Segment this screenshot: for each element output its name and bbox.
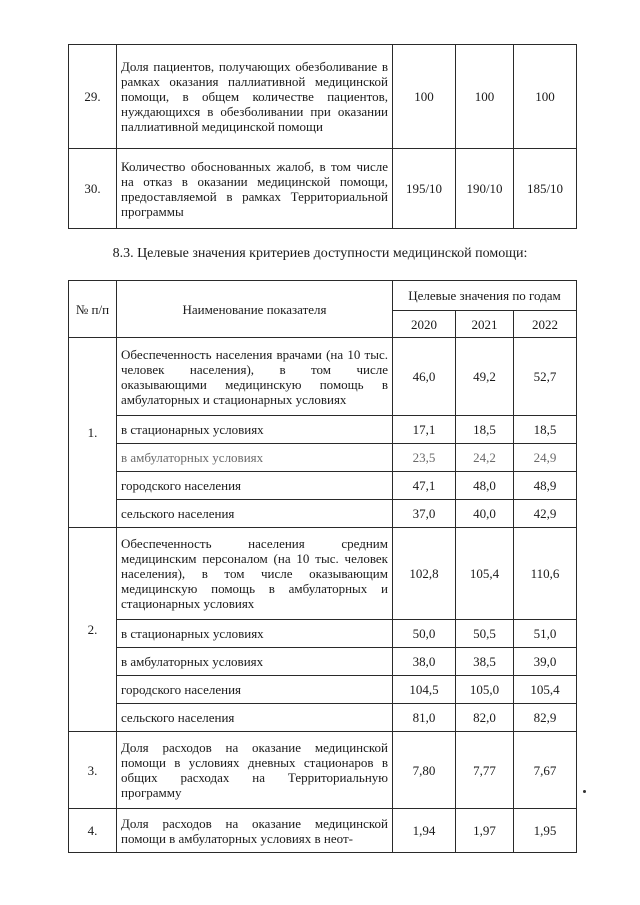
row-number: 29. bbox=[69, 45, 117, 149]
indicator-name: Обеспеченность населения врачами (на 10 тыс. человек населения), в том числе оказывающими медицинскую помощь в амбулаторных и стационарных условиях bbox=[117, 338, 393, 416]
indicator-name: в амбулаторных условиях bbox=[117, 648, 393, 676]
value-2020: 102,8 bbox=[393, 528, 456, 620]
indicator-name: Доля расходов на оказание медицинской помощи в условиях дневных стационаров в общих расходах на Территориальную программу bbox=[117, 732, 393, 809]
value-2022: 18,5 bbox=[514, 416, 577, 444]
table-row bbox=[69, 472, 577, 500]
value-2021: 24,2 bbox=[456, 444, 514, 472]
indicator-name: Доля расходов на оказание медицинской помощи в амбулаторных условиях в неот- bbox=[117, 809, 393, 853]
value-2020: 38,0 bbox=[393, 648, 456, 676]
row-number: 30. bbox=[69, 149, 117, 229]
value-2022: 185/10 bbox=[514, 149, 577, 229]
value-2022: 110,6 bbox=[514, 528, 577, 620]
value-2020: 81,0 bbox=[393, 704, 456, 732]
value-2020: 1,94 bbox=[393, 809, 456, 853]
header-year-2020: 2020 bbox=[393, 311, 456, 338]
table-row bbox=[69, 444, 577, 472]
value-2022: 105,4 bbox=[514, 676, 577, 704]
value-2022: 51,0 bbox=[514, 620, 577, 648]
table-row bbox=[69, 676, 577, 704]
table-row bbox=[69, 500, 577, 528]
indicator-name: Количество обоснованных жалоб, в том числе на отказ в оказании медицинской помощи, предоставляемой в рамках Территориальной программы bbox=[117, 149, 393, 229]
value-2021: 190/10 bbox=[456, 149, 514, 229]
value-2022: 39,0 bbox=[514, 648, 577, 676]
value-2020: 47,1 bbox=[393, 472, 456, 500]
indicator-name: сельского населения bbox=[117, 704, 393, 732]
table-row bbox=[69, 648, 577, 676]
value-2020: 195/10 bbox=[393, 149, 456, 229]
indicator-name: в стационарных условиях bbox=[117, 620, 393, 648]
table-row bbox=[69, 528, 577, 620]
header-indicator-name: Наименование показателя bbox=[117, 281, 393, 338]
indicator-name: городского населения bbox=[117, 676, 393, 704]
value-2022: 42,9 bbox=[514, 500, 577, 528]
header-year-2022: 2022 bbox=[514, 311, 577, 338]
value-2020: 17,1 bbox=[393, 416, 456, 444]
value-2021: 40,0 bbox=[456, 500, 514, 528]
value-2021: 100 bbox=[456, 45, 514, 149]
row-number: 4. bbox=[69, 809, 117, 853]
table-row bbox=[69, 149, 577, 229]
value-2021: 7,77 bbox=[456, 732, 514, 809]
value-2020: 50,0 bbox=[393, 620, 456, 648]
indicator-name: Доля пациентов, получающих обезболивание в рамках оказания паллиативной медицинской помощи, в общем количестве пациентов, нуждающихся в обезболивании при оказании паллиативной медицинской помощи bbox=[117, 45, 393, 149]
value-2021: 48,0 bbox=[456, 472, 514, 500]
indicator-name: сельского населения bbox=[117, 500, 393, 528]
value-2022: 1,95 bbox=[514, 809, 577, 853]
indicator-name: городского населения bbox=[117, 472, 393, 500]
section-heading: 8.3. Целевые значения критериев доступности медицинской помощи: bbox=[112, 246, 528, 261]
indicator-name: Обеспеченность населения средним медицинским персоналом (на 10 тыс. человек населения), в том числе оказывающим медицинскую помощь в амбулаторных и стационарных условиях bbox=[117, 528, 393, 620]
value-2021: 105,0 bbox=[456, 676, 514, 704]
value-2022: 7,67 bbox=[514, 732, 577, 809]
indicator-name: в амбулаторных условиях bbox=[117, 444, 393, 472]
row-number: 1. bbox=[69, 338, 117, 528]
value-2022: 82,9 bbox=[514, 704, 577, 732]
header-number: № п/п bbox=[69, 281, 117, 338]
previous-criteria-table bbox=[68, 44, 577, 229]
value-2020: 46,0 bbox=[393, 338, 456, 416]
table-row bbox=[69, 45, 577, 149]
value-2020: 100 bbox=[393, 45, 456, 149]
value-2020: 104,5 bbox=[393, 676, 456, 704]
value-2020: 37,0 bbox=[393, 500, 456, 528]
value-2021: 49,2 bbox=[456, 338, 514, 416]
table-row bbox=[69, 338, 577, 416]
value-2021: 105,4 bbox=[456, 528, 514, 620]
table-row bbox=[69, 809, 577, 853]
indicator-name: в стационарных условиях bbox=[117, 416, 393, 444]
row-number: 3. bbox=[69, 732, 117, 809]
value-2021: 1,97 bbox=[456, 809, 514, 853]
table-row bbox=[69, 416, 577, 444]
row-number: 2. bbox=[69, 528, 117, 732]
value-2021: 38,5 bbox=[456, 648, 514, 676]
header-year-2021: 2021 bbox=[456, 311, 514, 338]
scan-speck bbox=[583, 790, 586, 793]
table-row bbox=[69, 704, 577, 732]
value-2021: 18,5 bbox=[456, 416, 514, 444]
value-2022: 52,7 bbox=[514, 338, 577, 416]
table-row bbox=[69, 732, 577, 809]
value-2020: 23,5 bbox=[393, 444, 456, 472]
value-2022: 24,9 bbox=[514, 444, 577, 472]
value-2022: 48,9 bbox=[514, 472, 577, 500]
value-2022: 100 bbox=[514, 45, 577, 149]
value-2021: 82,0 bbox=[456, 704, 514, 732]
header-target-values: Целевые значения по годам bbox=[393, 281, 577, 311]
table-row bbox=[69, 620, 577, 648]
value-2020: 7,80 bbox=[393, 732, 456, 809]
table-header-row bbox=[69, 281, 577, 311]
accessibility-criteria-table bbox=[68, 280, 577, 853]
value-2021: 50,5 bbox=[456, 620, 514, 648]
